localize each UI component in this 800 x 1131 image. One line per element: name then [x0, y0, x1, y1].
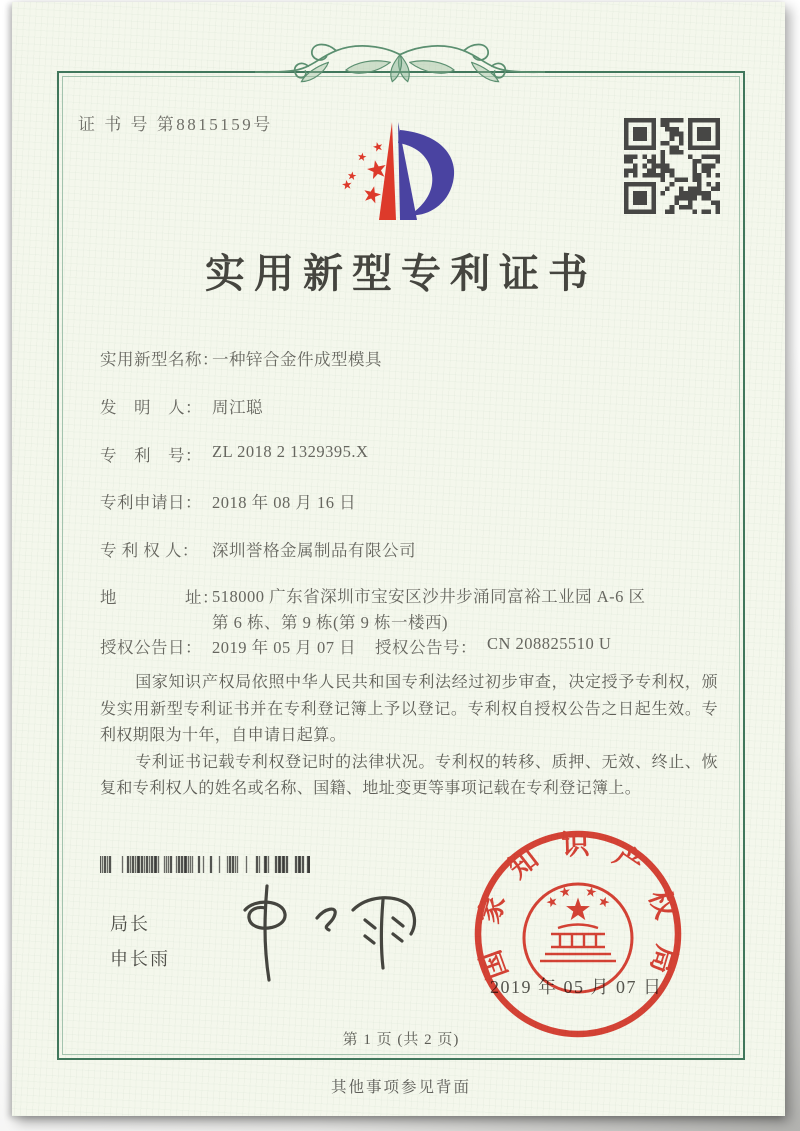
field-label: 实用新型名称： [100, 350, 219, 369]
field-label: 授权公告号： [375, 638, 477, 657]
field-grant-info [100, 634, 611, 658]
cnipa-logo-icon [330, 116, 470, 231]
back-side-note: 其他事项参见背面 [330, 1079, 471, 1096]
field-label: 专 利 号： [100, 446, 202, 465]
field-inventor [100, 394, 263, 418]
page-number: 第 1 页 (共 2 页) [342, 1032, 460, 1048]
field-address [100, 584, 646, 636]
director-title: 局长 [110, 914, 150, 934]
qr-code [624, 118, 720, 214]
field-label: 授权公告日： [100, 638, 202, 657]
certificate-paper [12, 2, 785, 1116]
address-line-2: 第 6 栋、第 9 栋(第 9 栋一楼西) [212, 613, 448, 632]
field-value: 一种锌合金件成型模具 [212, 350, 382, 369]
field-patent-number [100, 442, 368, 466]
field-utility-model-name [100, 346, 382, 370]
field-value: 周江聪 [212, 398, 263, 417]
director-signature [225, 880, 435, 985]
field-label: 发 明 人： [100, 398, 202, 417]
field-label: 专利申请日： [100, 493, 202, 512]
director-name: 申长雨 [110, 949, 170, 969]
field-value: 2019 年 05 月 07 日 [212, 638, 357, 657]
legal-paragraph-1: 国家知识产权局依照中华人民共和国专利法经过初步审查，决定授予专利权，颁发实用新型专利证书并在专利登记簿上予以登记。专利权自授权公告之日起生效。专利权期限为十年，自申请日起算。 [100, 674, 718, 744]
field-label: 地 址： [100, 588, 219, 607]
top-flourish-ornament-icon [255, 37, 545, 105]
official-seal [468, 824, 688, 1044]
seal-date: 2019 年 05 月 07 日 [490, 977, 663, 997]
legal-paragraph-2: 专利证书记载专利权登记时的法律状况。专利权的转移、质押、无效、终止、恢复和专利权人的姓名或名称、国籍、地址变更等事项记载在专利登记簿上。 [100, 753, 718, 797]
field-filing-date [100, 489, 356, 513]
field-patentee [100, 537, 416, 561]
national-emblem-icon [524, 884, 632, 992]
field-label: 专 利 权 人： [100, 541, 199, 560]
field-value [212, 584, 646, 636]
certificate-title: 实用新型专利证书 [205, 251, 597, 296]
field-value: 2018 年 08 月 16 日 [212, 493, 357, 512]
address-line-1: 518000 广东省深圳市宝安区沙井步涌同富裕工业园 A-6 区 [212, 587, 646, 606]
field-value: 深圳誉格金属制品有限公司 [212, 541, 416, 560]
barcode [100, 856, 310, 873]
certificate-number: 证 书 号 第8815159号 [78, 115, 273, 134]
field-value: ZL 2018 2 1329395.X [212, 442, 369, 461]
director-block [110, 907, 170, 977]
field-value: CN 208825510 U [487, 634, 612, 653]
seal-text: 国家知识产权局 [474, 829, 682, 983]
legal-text [100, 670, 718, 803]
